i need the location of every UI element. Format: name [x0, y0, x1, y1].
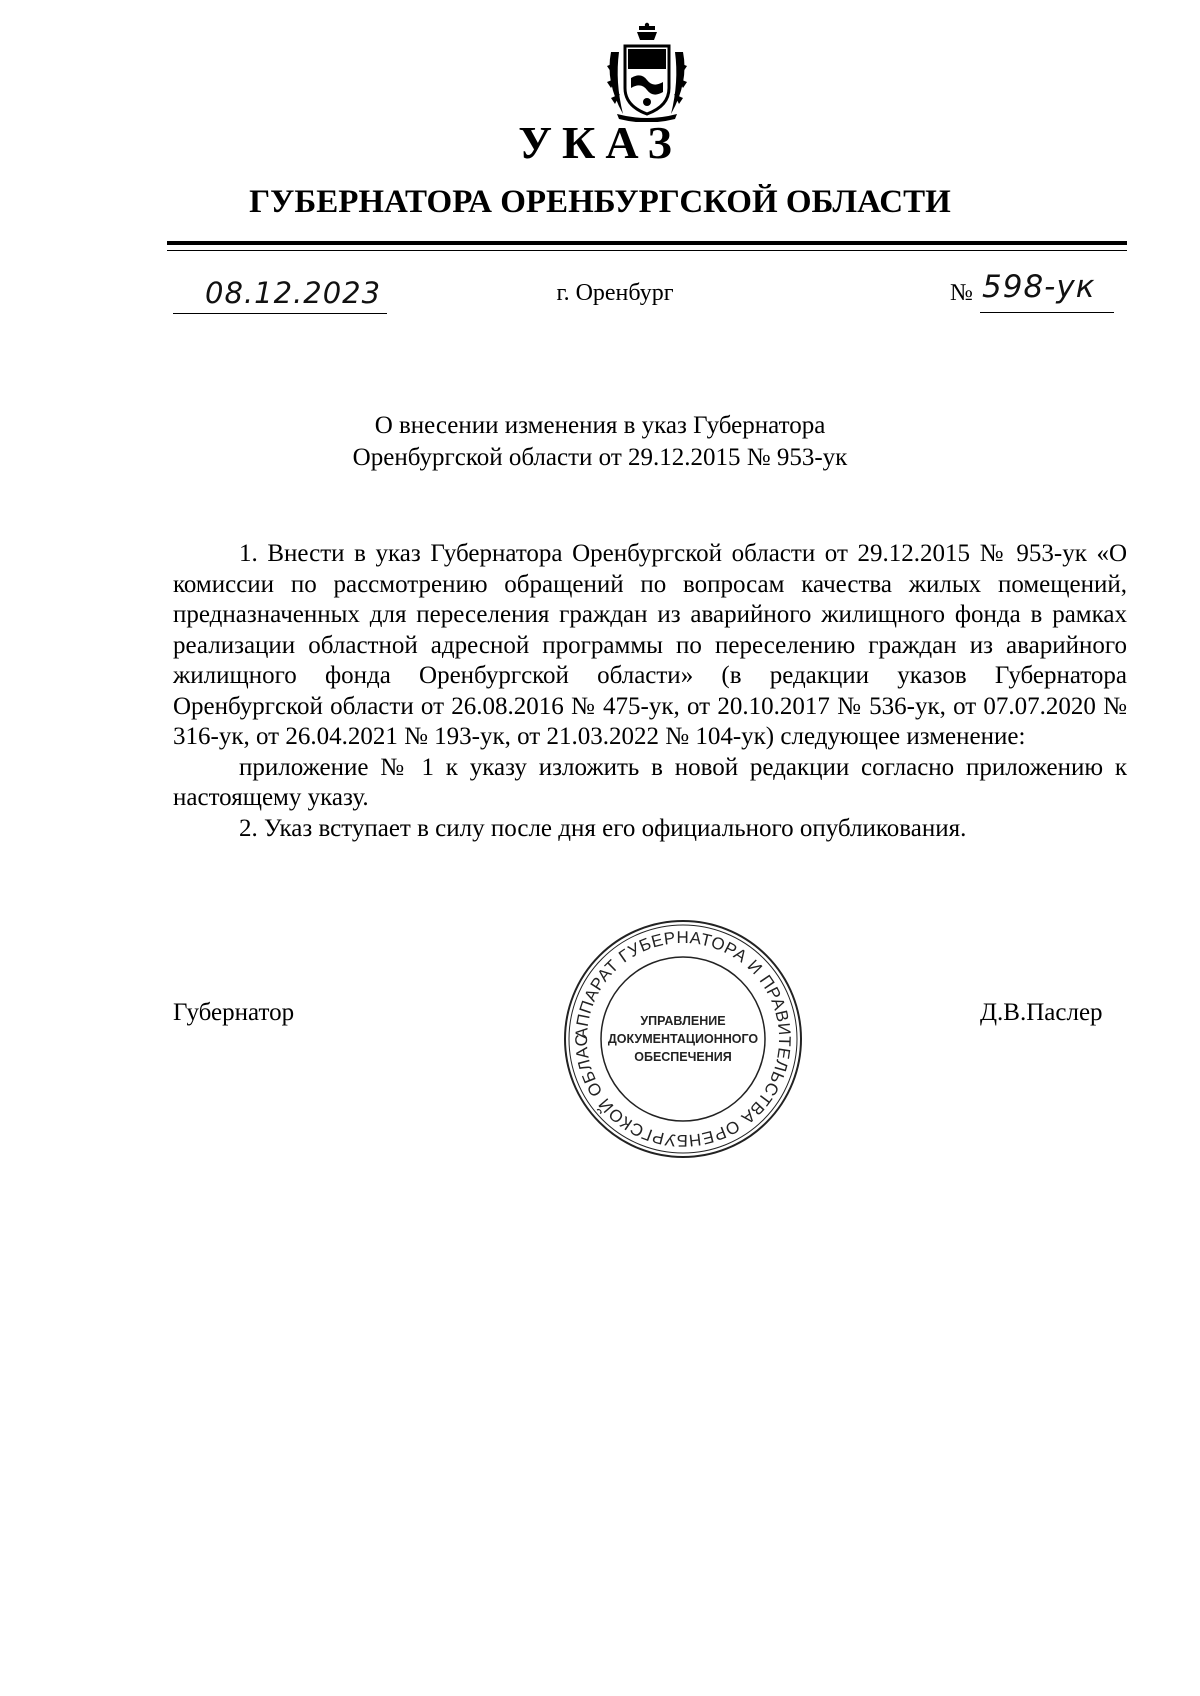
body-paragraph: 2. Указ вступает в силу после дня его официального опубликования.	[239, 814, 967, 842]
body-paragraph: приложение № 1 к указу изложить в новой редакции согласно приложению к настоящему указу.	[173, 753, 1127, 811]
signer-role: Губернатор	[173, 999, 295, 1026]
document-date: 08.12.2023	[205, 276, 382, 310]
number-label: №	[950, 280, 973, 306]
signer-name: Д.В.Паслер	[980, 999, 1103, 1026]
document-number: 598-ук	[982, 269, 1096, 305]
header-rule-thick	[167, 241, 1127, 245]
coat-of-arms-icon	[601, 22, 693, 122]
stamp-center-line: ДОКУМЕНТАЦИОННОГО	[607, 1032, 759, 1046]
document-heading	[0, 410, 1200, 474]
heading-line: О внесении изменения в указ Губернатора	[374, 412, 826, 439]
heading-line: Оренбургской области от 29.12.2015 № 953-ук	[352, 444, 848, 471]
issue-city: г. Оренбург	[556, 280, 674, 306]
body-paragraph: 1. Внести в указ Губернатора Оренбургской области от 29.12.2015 № 953-ук «О комиссии по рассмотрению обращений по вопросам качества жилых помещений, предназначенных для переселения граждан из аварийного жилищного фонда в рамках реализации областной адресной программы по переселению граждан из аварийного жилищного фонда Оренбургской области» (в редакции указов Губернатора Оренбургской области от 26.08.2016 № 475-ук, от 20.10.2017 № 536-ук, от 07.07.2020 № 316-ук, от 26.04.2021 № 193-ук, от 21.03.2022 № 104-ук) следующее изменение:	[173, 540, 1127, 750]
stamp-center-line: УПРАВЛЕНИЕ	[640, 1014, 726, 1028]
header-rule-thin	[167, 250, 1127, 251]
number-underline	[980, 312, 1114, 313]
stamp-center-line: ОБЕСПЕЧЕНИЯ	[634, 1050, 732, 1064]
issuer-subtitle: ГУБЕРНАТОРА ОРЕНБУРГСКОЙ ОБЛАСТИ	[249, 184, 951, 220]
document-body	[173, 539, 1127, 844]
date-underline	[173, 313, 387, 314]
document-title: УКАЗ	[518, 117, 682, 168]
stamp-ring-textpath: АППАРАТ ГУБЕРНАТОРА И ПРАВИТЕЛЬСТВА ОРЕНБУРГСКОЙ ОБЛАС	[571, 927, 795, 1151]
official-stamp	[562, 918, 804, 1160]
